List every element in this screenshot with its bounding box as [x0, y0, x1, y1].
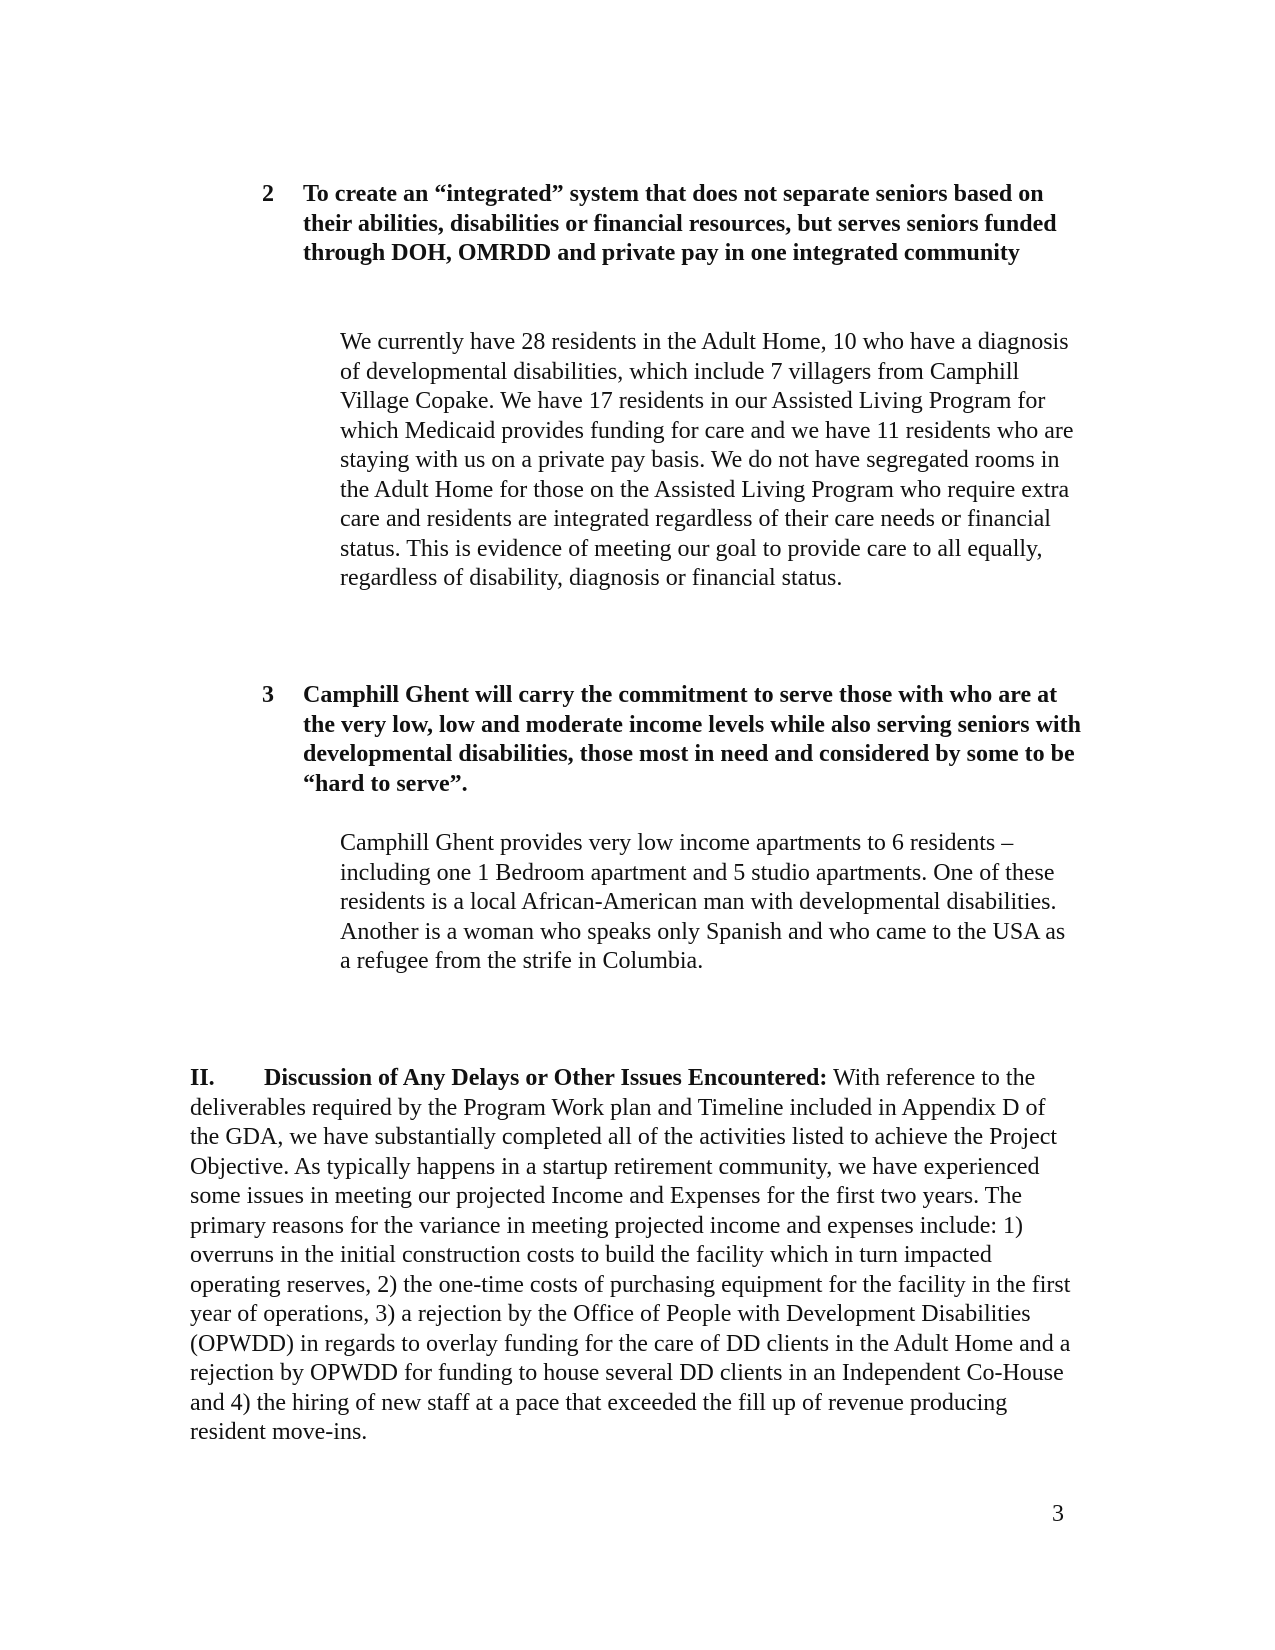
item-number: 3: [262, 682, 274, 708]
page-number: 3: [1052, 1501, 1064, 1527]
item-heading: To create an “integrated” system that does not separate seniors based on their abilities, disabilities or financial resources, but serves seniors funded through DOH, OMRDD and private pay in one integrated community: [303, 181, 1057, 266]
item-number: 2: [262, 181, 274, 207]
item-body-paragraph: We currently have 28 residents in the Adult Home, 10 who have a diagnosis of developmental disabilities, which include 7 villagers from Camphill Village Copake. We have 17 residents in our Assisted Living Program for which Medicaid provides funding for care and we have 11 residents who are staying with us on a private pay basis. We do not have segregated rooms in the Adult Home for those on the Assisted Living Program who require extra care and residents are integrated regardless of their care needs or financial status. This is evidence of meeting our goal to provide care to all equally, regardless of disability, diagnosis or financial status.: [340, 329, 1074, 591]
item-heading: Camphill Ghent will carry the commitment to serve those with who are at the very low, low and moderate income levels while also serving seniors with developmental disabilities, those most in need and considered by some to be “hard to serve”.: [303, 682, 1081, 797]
section-number: II.: [190, 1065, 215, 1091]
section-title: Discussion of Any Delays or Other Issues Encountered:: [264, 1065, 828, 1091]
section-body: With reference to the deliverables required by the Program Work plan and Timeline included in Appendix D of the GDA, we have substantially completed all of the activities listed to achieve the Project Objective. As typically happens in a startup retirement community, we have experienced some issues in meeting our projected Income and Expenses for the first two years. The primary reasons for the variance in meeting projected income and expenses include: 1) overruns in the initial construction costs to build the facility which in turn impacted operating reserves, 2) the one-time costs of purchasing equipment for the facility in the first year of operations, 3) a rejection by the Office of People with Development Disabilities (OPWDD) in regards to overlay funding for the care of DD clients in the Adult Home and a rejection by OPWDD for funding to house several DD clients in an Independent Co-House and 4) the hiring of new staff at a pace that exceeded the fill up of revenue producing resident move-ins.: [190, 1065, 1071, 1445]
item-body-paragraph: Camphill Ghent provides very low income apartments to 6 residents – including one 1 Bedroom apartment and 5 studio apartments. One of these residents is a local African-American man with developmental disabilities. Another is a woman who speaks only Spanish and who came to the USA as a refugee from the strife in Columbia.: [340, 830, 1066, 974]
section-discussion: [190, 1064, 1080, 1448]
